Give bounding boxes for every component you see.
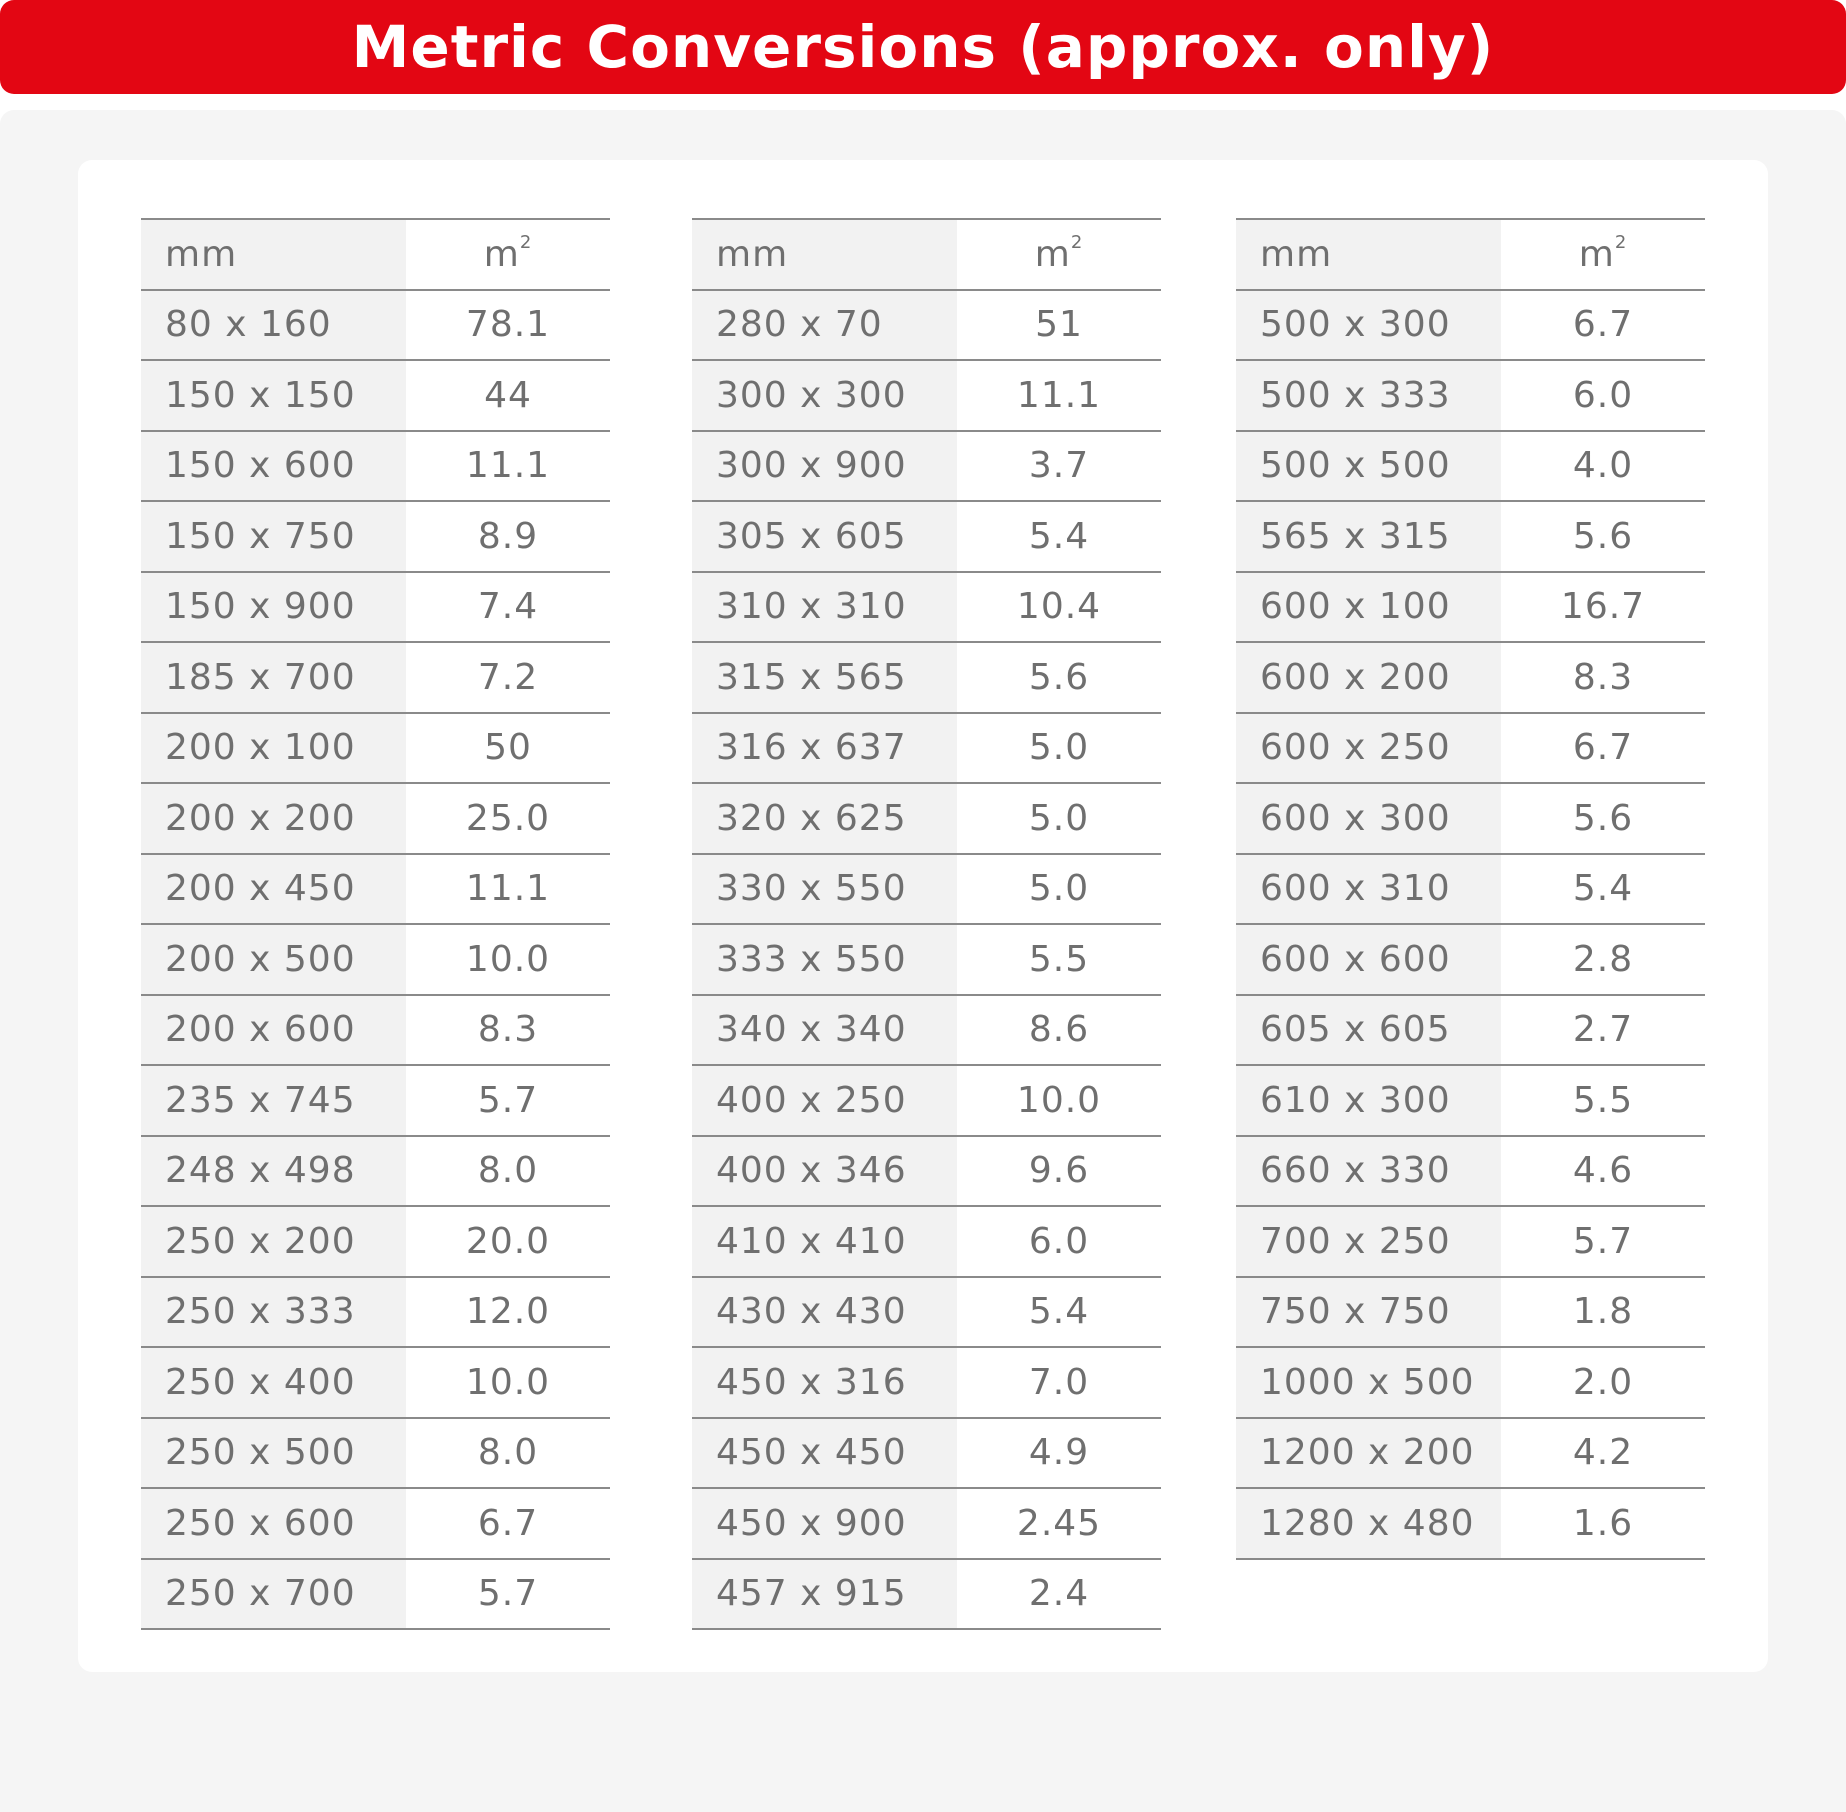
conversion-table-3 — [1236, 218, 1705, 1560]
cell-m2: 5.7 — [1501, 1206, 1705, 1277]
cell-m2: 5.4 — [957, 501, 1161, 572]
header-m2-base: m — [1034, 233, 1071, 275]
header-m2 — [406, 219, 610, 290]
table-row — [141, 995, 610, 1066]
cell-m2: 2.8 — [1501, 924, 1705, 995]
header-m2-superscript: 2 — [1070, 231, 1084, 253]
table-row — [1236, 1136, 1705, 1207]
cell-mm: 200 x 450 — [141, 854, 406, 925]
table-row — [692, 713, 1161, 784]
cell-mm: 150 x 900 — [141, 572, 406, 643]
cell-m2: 5.5 — [1501, 1065, 1705, 1136]
cell-mm: 600 x 300 — [1236, 783, 1501, 854]
table-row — [692, 924, 1161, 995]
cell-mm: 305 x 605 — [692, 501, 957, 572]
cell-m2: 6.7 — [1501, 290, 1705, 361]
cell-mm: 750 x 750 — [1236, 1277, 1501, 1348]
cell-m2: 4.0 — [1501, 431, 1705, 502]
table-row — [692, 1206, 1161, 1277]
table-row — [692, 572, 1161, 643]
cell-mm: 450 x 900 — [692, 1488, 957, 1559]
table-row — [141, 360, 610, 431]
cell-m2: 7.2 — [406, 642, 610, 713]
table-row — [141, 642, 610, 713]
cell-m2: 50 — [406, 713, 610, 784]
cell-m2: 25.0 — [406, 783, 610, 854]
cell-mm: 400 x 250 — [692, 1065, 957, 1136]
cell-m2: 5.7 — [406, 1559, 610, 1630]
table-row — [141, 1347, 610, 1418]
conversion-table-2 — [692, 218, 1161, 1630]
table-row — [141, 290, 610, 361]
cell-mm: 410 x 410 — [692, 1206, 957, 1277]
title-bar — [0, 0, 1846, 94]
table-row — [141, 1136, 610, 1207]
table-row — [692, 1277, 1161, 1348]
cell-mm: 600 x 200 — [1236, 642, 1501, 713]
cell-mm: 605 x 605 — [1236, 995, 1501, 1066]
cell-m2: 5.6 — [957, 642, 1161, 713]
table-row — [1236, 1418, 1705, 1489]
cell-mm: 320 x 625 — [692, 783, 957, 854]
header-m2-base: m — [1578, 233, 1615, 275]
header-mm: mm — [1236, 219, 1501, 290]
cell-mm: 200 x 200 — [141, 783, 406, 854]
cell-m2: 78.1 — [406, 290, 610, 361]
cell-m2: 8.9 — [406, 501, 610, 572]
cell-mm: 150 x 600 — [141, 431, 406, 502]
cell-mm: 600 x 250 — [1236, 713, 1501, 784]
cell-mm: 280 x 70 — [692, 290, 957, 361]
table-header-row — [141, 219, 610, 290]
table-row — [1236, 854, 1705, 925]
cell-m2: 8.6 — [957, 995, 1161, 1066]
cell-m2: 11.1 — [406, 431, 610, 502]
table-row — [1236, 501, 1705, 572]
cell-m2: 5.4 — [957, 1277, 1161, 1348]
table-row — [1236, 924, 1705, 995]
table-row — [692, 290, 1161, 361]
table-row — [1236, 1347, 1705, 1418]
cell-mm: 400 x 346 — [692, 1136, 957, 1207]
table-row — [141, 713, 610, 784]
table-row — [141, 924, 610, 995]
cell-mm: 200 x 600 — [141, 995, 406, 1066]
table-row — [692, 501, 1161, 572]
cell-mm: 430 x 430 — [692, 1277, 957, 1348]
table-row — [692, 360, 1161, 431]
cell-mm: 660 x 330 — [1236, 1136, 1501, 1207]
table-row — [141, 783, 610, 854]
table-row — [1236, 642, 1705, 713]
cell-mm: 316 x 637 — [692, 713, 957, 784]
table-row — [1236, 713, 1705, 784]
cell-m2: 1.6 — [1501, 1488, 1705, 1559]
cell-m2: 11.1 — [957, 360, 1161, 431]
table-row — [1236, 572, 1705, 643]
cell-mm: 250 x 500 — [141, 1418, 406, 1489]
cell-mm: 310 x 310 — [692, 572, 957, 643]
table-row — [141, 1418, 610, 1489]
cell-m2: 20.0 — [406, 1206, 610, 1277]
table-row — [1236, 1277, 1705, 1348]
cell-mm: 80 x 160 — [141, 290, 406, 361]
cell-m2: 8.0 — [406, 1136, 610, 1207]
cell-mm: 315 x 565 — [692, 642, 957, 713]
cell-m2: 10.0 — [957, 1065, 1161, 1136]
cell-m2: 5.5 — [957, 924, 1161, 995]
table-row — [692, 1347, 1161, 1418]
cell-m2: 6.7 — [1501, 713, 1705, 784]
table-row — [1236, 431, 1705, 502]
table-row — [141, 572, 610, 643]
table-row — [692, 1488, 1161, 1559]
table-row — [141, 1277, 610, 1348]
cell-mm: 610 x 300 — [1236, 1065, 1501, 1136]
cell-mm: 500 x 300 — [1236, 290, 1501, 361]
cell-m2: 1.8 — [1501, 1277, 1705, 1348]
cell-m2: 6.0 — [957, 1206, 1161, 1277]
cell-m2: 3.7 — [957, 431, 1161, 502]
cell-mm: 1280 x 480 — [1236, 1488, 1501, 1559]
cell-m2: 5.7 — [406, 1065, 610, 1136]
cell-m2: 5.4 — [1501, 854, 1705, 925]
cell-mm: 565 x 315 — [1236, 501, 1501, 572]
cell-mm: 600 x 100 — [1236, 572, 1501, 643]
table-header-row — [692, 219, 1161, 290]
table-row — [1236, 1488, 1705, 1559]
table-row — [692, 1136, 1161, 1207]
cell-mm: 250 x 600 — [141, 1488, 406, 1559]
table-header-row — [1236, 219, 1705, 290]
cell-mm: 330 x 550 — [692, 854, 957, 925]
cell-mm: 185 x 700 — [141, 642, 406, 713]
cell-m2: 6.7 — [406, 1488, 610, 1559]
table-row — [692, 854, 1161, 925]
cell-m2: 5.0 — [957, 713, 1161, 784]
table-row — [141, 1065, 610, 1136]
cell-m2: 5.0 — [957, 854, 1161, 925]
cell-mm: 500 x 500 — [1236, 431, 1501, 502]
header-mm: mm — [692, 219, 957, 290]
cell-mm: 300 x 900 — [692, 431, 957, 502]
table-row — [141, 501, 610, 572]
table-row — [1236, 360, 1705, 431]
cell-mm: 500 x 333 — [1236, 360, 1501, 431]
cell-mm: 600 x 310 — [1236, 854, 1501, 925]
table-row — [1236, 995, 1705, 1066]
cell-mm: 333 x 550 — [692, 924, 957, 995]
cell-mm: 200 x 100 — [141, 713, 406, 784]
cell-m2: 8.0 — [406, 1418, 610, 1489]
cell-m2: 10.0 — [406, 924, 610, 995]
cell-m2: 8.3 — [406, 995, 610, 1066]
cell-m2: 5.6 — [1501, 783, 1705, 854]
header-m2 — [1501, 219, 1705, 290]
table-row — [141, 1488, 610, 1559]
header-m2-superscript: 2 — [519, 231, 533, 253]
cell-mm: 150 x 150 — [141, 360, 406, 431]
cell-m2: 44 — [406, 360, 610, 431]
cell-mm: 250 x 400 — [141, 1347, 406, 1418]
cell-mm: 600 x 600 — [1236, 924, 1501, 995]
cell-mm: 340 x 340 — [692, 995, 957, 1066]
cell-m2: 11.1 — [406, 854, 610, 925]
cell-m2: 10.0 — [406, 1347, 610, 1418]
cell-m2: 4.2 — [1501, 1418, 1705, 1489]
page-title: Metric Conversions (approx. only) — [351, 13, 1495, 81]
cell-mm: 700 x 250 — [1236, 1206, 1501, 1277]
cell-mm: 248 x 498 — [141, 1136, 406, 1207]
cell-m2: 10.4 — [957, 572, 1161, 643]
cell-m2: 4.6 — [1501, 1136, 1705, 1207]
cell-m2: 2.0 — [1501, 1347, 1705, 1418]
table-row — [692, 995, 1161, 1066]
table-row — [141, 1206, 610, 1277]
cell-mm: 457 x 915 — [692, 1559, 957, 1630]
cell-mm: 250 x 333 — [141, 1277, 406, 1348]
table-row — [141, 854, 610, 925]
cell-mm: 235 x 745 — [141, 1065, 406, 1136]
cell-mm: 250 x 200 — [141, 1206, 406, 1277]
table-row — [1236, 1206, 1705, 1277]
table-row — [692, 1559, 1161, 1630]
cell-m2: 4.9 — [957, 1418, 1161, 1489]
cell-m2: 9.6 — [957, 1136, 1161, 1207]
cell-m2: 51 — [957, 290, 1161, 361]
cell-mm: 200 x 500 — [141, 924, 406, 995]
table-row — [692, 783, 1161, 854]
table-row — [692, 1418, 1161, 1489]
conversion-table-1 — [141, 218, 610, 1630]
cell-mm: 250 x 700 — [141, 1559, 406, 1630]
cell-mm: 300 x 300 — [692, 360, 957, 431]
cell-m2: 12.0 — [406, 1277, 610, 1348]
cell-mm: 1200 x 200 — [1236, 1418, 1501, 1489]
table-row — [141, 431, 610, 502]
cell-m2: 7.4 — [406, 572, 610, 643]
cell-m2: 5.0 — [957, 783, 1161, 854]
cell-m2: 2.45 — [957, 1488, 1161, 1559]
cell-mm: 150 x 750 — [141, 501, 406, 572]
cell-m2: 8.3 — [1501, 642, 1705, 713]
header-m2 — [957, 219, 1161, 290]
table-row — [1236, 783, 1705, 854]
table-row — [692, 431, 1161, 502]
table-row — [141, 1559, 610, 1630]
cell-m2: 2.7 — [1501, 995, 1705, 1066]
header-m2-base: m — [483, 233, 520, 275]
cell-mm: 450 x 316 — [692, 1347, 957, 1418]
table-row — [1236, 290, 1705, 361]
header-mm: mm — [141, 219, 406, 290]
cell-m2: 5.6 — [1501, 501, 1705, 572]
cell-mm: 1000 x 500 — [1236, 1347, 1501, 1418]
header-m2-superscript: 2 — [1614, 231, 1628, 253]
table-row — [1236, 1065, 1705, 1136]
table-row — [692, 642, 1161, 713]
cell-mm: 450 x 450 — [692, 1418, 957, 1489]
cell-m2: 2.4 — [957, 1559, 1161, 1630]
cell-m2: 7.0 — [957, 1347, 1161, 1418]
table-row — [692, 1065, 1161, 1136]
cell-m2: 6.0 — [1501, 360, 1705, 431]
cell-m2: 16.7 — [1501, 572, 1705, 643]
